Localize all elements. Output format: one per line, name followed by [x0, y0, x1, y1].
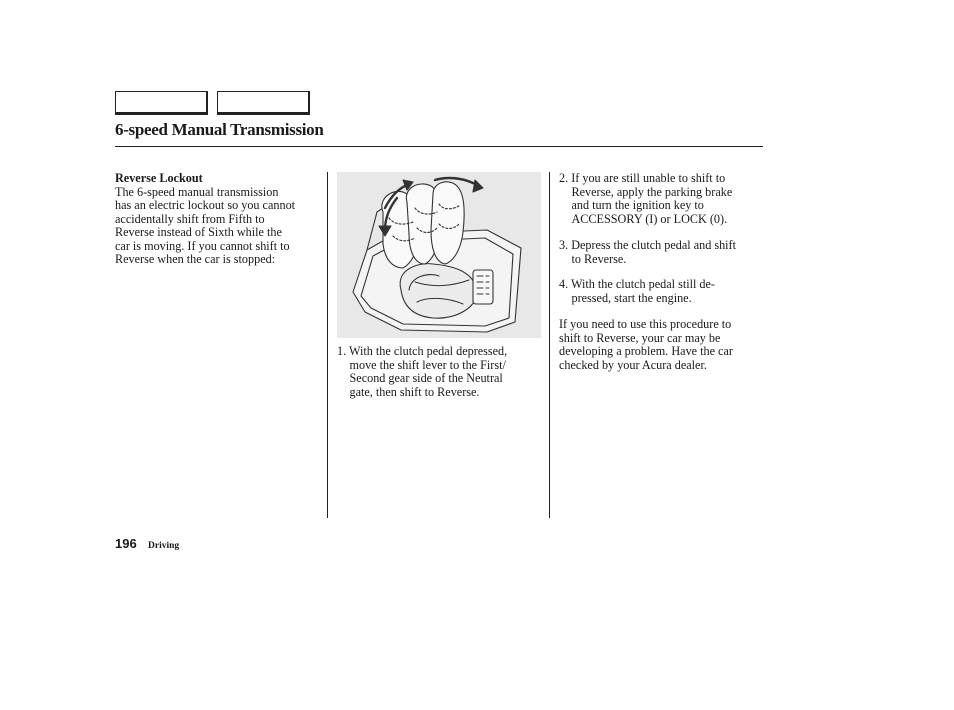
- step-3: [559, 239, 736, 266]
- body-line: has an electric lockout so you cannot: [115, 198, 296, 212]
- section-heading: Reverse Lockout: [115, 171, 203, 185]
- step-line: 1. With the clutch pedal depressed,: [337, 344, 508, 358]
- page-title: 6-speed Manual Transmission: [115, 120, 324, 139]
- nav-button-2[interactable]: [217, 91, 310, 115]
- step-line: Reverse, apply the parking brake: [571, 184, 733, 199]
- step-line: ACCESSORY (I) or LOCK (0).: [571, 211, 728, 226]
- column-divider-1: [327, 172, 328, 518]
- body-line: checked by your Acura dealer.: [559, 357, 707, 372]
- reverse-lockout-section: [115, 172, 295, 267]
- body-line: If you need to use this procedure to: [559, 317, 732, 331]
- page-number: 196: [115, 536, 137, 551]
- body-line: shift to Reverse, your car may be: [559, 330, 721, 345]
- step-2: [559, 172, 732, 226]
- shift-lever-illustration: [337, 172, 541, 338]
- step-line: gate, then shift to Reverse.: [349, 384, 480, 399]
- section-label: Driving: [148, 541, 180, 551]
- title-divider: [115, 146, 763, 147]
- closing-paragraph: [559, 318, 733, 372]
- step-line: pressed, start the engine.: [571, 290, 692, 305]
- step-line: 2. If you are still unable to shift to: [559, 171, 726, 185]
- step-line: and turn the ignition key to: [571, 198, 704, 212]
- body-line: developing a problem. Have the car: [559, 344, 733, 358]
- step-line: to Reverse.: [571, 251, 627, 266]
- step-line: Second gear side of the Neutral: [349, 371, 503, 385]
- nav-button-1[interactable]: [115, 91, 208, 115]
- body-line: Reverse when the car is stopped:: [115, 252, 276, 266]
- body-line: The 6-speed manual transmission: [115, 184, 279, 199]
- step-line: 4. With the clutch pedal still de-: [559, 277, 715, 291]
- step-line: 3. Depress the clutch pedal and shift: [559, 238, 737, 252]
- body-line: car is moving. If you cannot shift to: [115, 238, 290, 253]
- body-line: Reverse instead of Sixth while the: [115, 225, 282, 239]
- column-divider-2: [549, 172, 550, 518]
- body-line: accidentally shift from Fifth to: [115, 211, 265, 226]
- step-line: move the shift lever to the First/: [349, 357, 506, 372]
- step-4: [559, 278, 715, 305]
- step-1: [337, 345, 507, 399]
